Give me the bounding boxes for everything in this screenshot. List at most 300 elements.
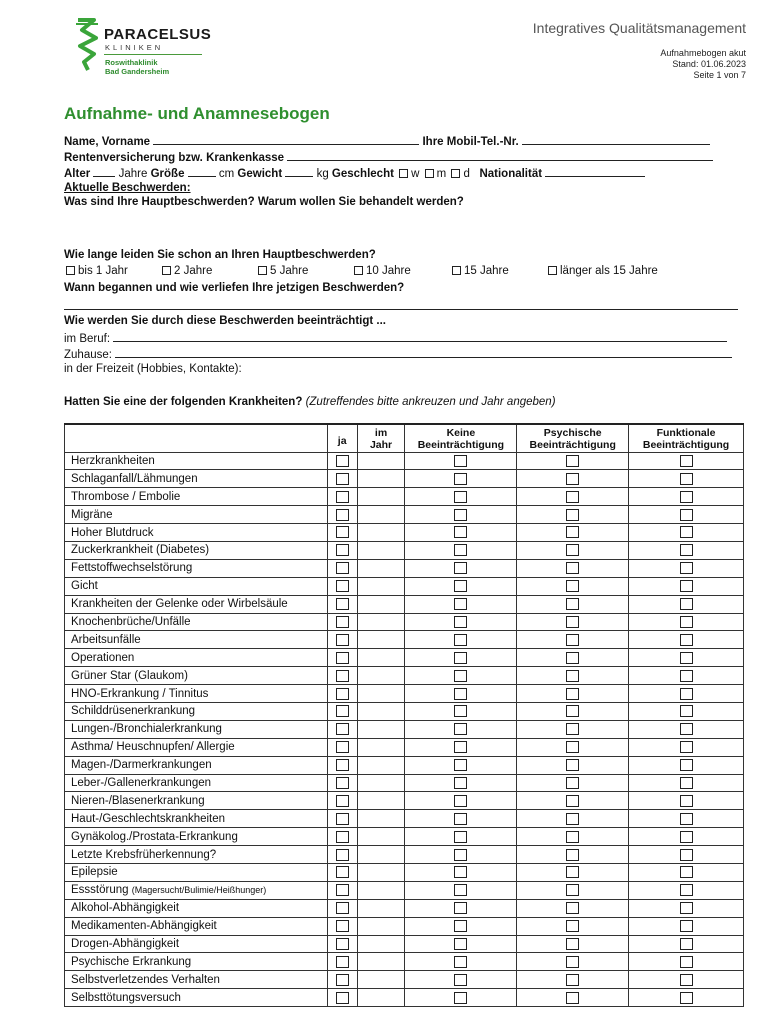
cell-none: [405, 756, 517, 774]
psy-checkbox[interactable]: [566, 705, 579, 717]
year-field[interactable]: [357, 667, 405, 685]
func-checkbox[interactable]: [680, 544, 693, 556]
yes-checkbox[interactable]: [336, 616, 349, 628]
logo-clinic: [105, 58, 169, 76]
func-checkbox[interactable]: [680, 455, 693, 467]
cell-psy: [517, 935, 629, 953]
psy-checkbox[interactable]: [566, 902, 579, 914]
yes-checkbox[interactable]: [336, 759, 349, 771]
cell-psy: [517, 846, 629, 864]
cell-yes: [327, 524, 357, 542]
yes-checkbox[interactable]: [336, 634, 349, 646]
illness-label: Fettstoffwechselstörung: [71, 562, 193, 575]
cell-func: [629, 488, 744, 506]
year-field[interactable]: [357, 899, 405, 917]
psy-checkbox[interactable]: [566, 598, 579, 610]
cell-none: [405, 828, 517, 846]
year-field[interactable]: [357, 649, 405, 667]
func-checkbox[interactable]: [680, 526, 693, 538]
none-checkbox[interactable]: [454, 616, 467, 628]
func-checkbox[interactable]: [680, 974, 693, 986]
cell-yes: [327, 863, 357, 881]
table-row: [65, 953, 744, 971]
func-checkbox[interactable]: [680, 670, 693, 682]
illness-label: Thrombose / Embolie: [71, 490, 181, 503]
col-year-label-2: Jahr: [369, 439, 393, 451]
table-row: [65, 559, 744, 577]
cell-func: [629, 756, 744, 774]
impair-job-row: [64, 331, 727, 345]
cell-none: [405, 631, 517, 649]
psy-checkbox[interactable]: [566, 723, 579, 735]
cell-none: [405, 506, 517, 524]
cell-none: [405, 524, 517, 542]
psy-checkbox[interactable]: [566, 777, 579, 789]
none-checkbox[interactable]: [454, 741, 467, 753]
yes-checkbox[interactable]: [336, 580, 349, 592]
none-checkbox[interactable]: [454, 974, 467, 986]
cell-func: [629, 774, 744, 792]
none-checkbox[interactable]: [454, 688, 467, 700]
func-checkbox[interactable]: [680, 938, 693, 950]
func-checkbox[interactable]: [680, 616, 693, 628]
psy-checkbox[interactable]: [566, 938, 579, 950]
none-checkbox[interactable]: [454, 705, 467, 717]
cell-func: [629, 541, 744, 559]
cell-psy: [517, 452, 629, 470]
cell-yes: [327, 738, 357, 756]
psy-checkbox[interactable]: [566, 562, 579, 574]
none-checkbox[interactable]: [454, 526, 467, 538]
psy-checkbox[interactable]: [566, 813, 579, 825]
illness-name: [65, 935, 328, 953]
none-checkbox[interactable]: [454, 634, 467, 646]
table-row: [65, 846, 744, 864]
illness-label: Gynäkolog./Prostata-Erkrankung: [71, 830, 238, 843]
yes-checkbox[interactable]: [336, 562, 349, 574]
yes-checkbox[interactable]: [336, 544, 349, 556]
name-row: [64, 134, 710, 148]
illness-label: Gicht: [71, 580, 98, 593]
year-field[interactable]: [357, 452, 405, 470]
func-checkbox[interactable]: [680, 920, 693, 932]
illness-table-header: [65, 424, 744, 452]
psy-checkbox[interactable]: [566, 884, 579, 896]
caduceus-icon: [72, 16, 102, 72]
year-field[interactable]: [357, 917, 405, 935]
none-checkbox[interactable]: [454, 795, 467, 807]
psy-checkbox[interactable]: [566, 616, 579, 628]
illness-label: Leber-/Gallenerkrankungen: [71, 776, 212, 789]
psy-checkbox[interactable]: [566, 491, 579, 503]
func-checkbox[interactable]: [680, 849, 693, 861]
psy-checkbox[interactable]: [566, 956, 579, 968]
table-row: [65, 541, 744, 559]
none-checkbox[interactable]: [454, 902, 467, 914]
year-field[interactable]: [357, 935, 405, 953]
none-checkbox[interactable]: [454, 455, 467, 467]
year-field[interactable]: [357, 756, 405, 774]
illness-name: [65, 738, 328, 756]
func-checkbox[interactable]: [680, 652, 693, 664]
duration-label: bis 1 Jahr: [78, 265, 128, 277]
yes-checkbox[interactable]: [336, 795, 349, 807]
none-checkbox[interactable]: [454, 777, 467, 789]
psy-checkbox[interactable]: [566, 849, 579, 861]
onset-answer-line[interactable]: [64, 296, 738, 310]
cell-none: [405, 667, 517, 685]
cell-psy: [517, 702, 629, 720]
psy-checkbox[interactable]: [566, 866, 579, 878]
cell-func: [629, 470, 744, 488]
cell-func: [629, 577, 744, 595]
psy-checkbox[interactable]: [566, 670, 579, 682]
none-checkbox[interactable]: [454, 866, 467, 878]
illness-name: [65, 470, 328, 488]
illness-table: [64, 423, 744, 1007]
table-row: [65, 828, 744, 846]
yes-checkbox[interactable]: [336, 813, 349, 825]
sex-d-checkbox[interactable]: [451, 169, 460, 178]
psy-checkbox[interactable]: [566, 759, 579, 771]
cell-yes: [327, 595, 357, 613]
func-checkbox[interactable]: [680, 795, 693, 807]
yes-checkbox[interactable]: [336, 705, 349, 717]
cell-yes: [327, 720, 357, 738]
cell-none: [405, 792, 517, 810]
none-checkbox[interactable]: [454, 956, 467, 968]
year-field[interactable]: [357, 595, 405, 613]
illness-name: [65, 899, 328, 917]
impair-free-label: in der Freizeit (Hobbies, Kontakte):: [64, 363, 242, 375]
table-row: [65, 488, 744, 506]
illness-hint: (Zutreffendes bitte ankreuzen und Jahr angeben): [305, 396, 556, 408]
cell-psy: [517, 863, 629, 881]
cell-psy: [517, 649, 629, 667]
logo-clinic-line2: Bad Gandersheim: [105, 67, 170, 76]
year-field[interactable]: [357, 774, 405, 792]
table-row: [65, 577, 744, 595]
psy-checkbox[interactable]: [566, 455, 579, 467]
year-field[interactable]: [357, 971, 405, 989]
cell-func: [629, 649, 744, 667]
yes-checkbox[interactable]: [336, 956, 349, 968]
yes-checkbox[interactable]: [336, 741, 349, 753]
weight-field[interactable]: [285, 166, 313, 177]
yes-checkbox[interactable]: [336, 491, 349, 503]
year-field[interactable]: [357, 631, 405, 649]
table-row: [65, 917, 744, 935]
func-checkbox[interactable]: [680, 509, 693, 521]
cell-none: [405, 863, 517, 881]
yes-checkbox[interactable]: [336, 831, 349, 843]
func-checkbox[interactable]: [680, 902, 693, 914]
psy-checkbox[interactable]: [566, 795, 579, 807]
table-row: [65, 881, 744, 899]
cell-yes: [327, 881, 357, 899]
yes-checkbox[interactable]: [336, 723, 349, 735]
none-checkbox[interactable]: [454, 544, 467, 556]
table-row: [65, 971, 744, 989]
illness-label: Operationen: [71, 651, 135, 664]
cell-yes: [327, 810, 357, 828]
func-checkbox[interactable]: [680, 634, 693, 646]
year-field[interactable]: [357, 702, 405, 720]
psy-checkbox[interactable]: [566, 920, 579, 932]
yes-checkbox[interactable]: [336, 473, 349, 485]
yes-checkbox[interactable]: [336, 526, 349, 538]
table-row: [65, 702, 744, 720]
none-checkbox[interactable]: [454, 920, 467, 932]
none-checkbox[interactable]: [454, 580, 467, 592]
col-no-impairment: [405, 424, 517, 452]
none-checkbox[interactable]: [454, 670, 467, 682]
cell-none: [405, 774, 517, 792]
cell-yes: [327, 989, 357, 1007]
func-checkbox[interactable]: [680, 688, 693, 700]
yes-checkbox[interactable]: [336, 598, 349, 610]
cell-none: [405, 971, 517, 989]
year-field[interactable]: [357, 792, 405, 810]
psy-checkbox[interactable]: [566, 992, 579, 1004]
year-field[interactable]: [357, 720, 405, 738]
func-checkbox[interactable]: [680, 759, 693, 771]
year-field[interactable]: [357, 488, 405, 506]
psy-checkbox[interactable]: [566, 544, 579, 556]
cell-yes: [327, 792, 357, 810]
yes-checkbox[interactable]: [336, 670, 349, 682]
cell-none: [405, 899, 517, 917]
year-field[interactable]: [357, 881, 405, 899]
yes-checkbox[interactable]: [336, 509, 349, 521]
duration-option-4[interactable]: [352, 265, 411, 277]
yes-checkbox[interactable]: [336, 920, 349, 932]
func-checkbox[interactable]: [680, 741, 693, 753]
duration-option-6[interactable]: [546, 265, 658, 277]
none-checkbox[interactable]: [454, 831, 467, 843]
table-row: [65, 649, 744, 667]
psy-checkbox[interactable]: [566, 974, 579, 986]
func-checkbox[interactable]: [680, 723, 693, 735]
none-checkbox[interactable]: [454, 491, 467, 503]
psy-checkbox[interactable]: [566, 580, 579, 592]
year-field[interactable]: [357, 524, 405, 542]
psy-checkbox[interactable]: [566, 509, 579, 521]
col-functional-impairment: [629, 424, 744, 452]
year-field[interactable]: [357, 559, 405, 577]
cell-func: [629, 452, 744, 470]
none-checkbox[interactable]: [454, 652, 467, 664]
cell-psy: [517, 595, 629, 613]
cell-yes: [327, 899, 357, 917]
psy-checkbox[interactable]: [566, 688, 579, 700]
none-checkbox[interactable]: [454, 849, 467, 861]
illness-label: Haut-/Geschlechtskrankheiten: [71, 812, 226, 825]
table-row: [65, 452, 744, 470]
impair-job-field[interactable]: [113, 331, 727, 342]
illness-name: [65, 488, 328, 506]
func-checkbox[interactable]: [680, 884, 693, 896]
cell-yes: [327, 953, 357, 971]
height-field[interactable]: [188, 166, 216, 177]
func-checkbox[interactable]: [680, 813, 693, 825]
year-field[interactable]: [357, 828, 405, 846]
table-row: [65, 685, 744, 703]
psy-checkbox[interactable]: [566, 741, 579, 753]
cell-func: [629, 595, 744, 613]
none-checkbox[interactable]: [454, 562, 467, 574]
yes-checkbox[interactable]: [336, 849, 349, 861]
func-checkbox[interactable]: [680, 562, 693, 574]
none-checkbox[interactable]: [454, 473, 467, 485]
cell-yes: [327, 577, 357, 595]
func-checkbox[interactable]: [680, 705, 693, 717]
cell-func: [629, 720, 744, 738]
func-checkbox[interactable]: [680, 777, 693, 789]
impair-home-field[interactable]: [115, 347, 732, 358]
year-field[interactable]: [357, 989, 405, 1007]
table-row: [65, 470, 744, 488]
duration-checkbox[interactable]: [258, 266, 267, 275]
name-field[interactable]: [153, 134, 419, 145]
illness-name: [65, 685, 328, 703]
duration-option-3[interactable]: [256, 265, 308, 277]
cell-psy: [517, 631, 629, 649]
duration-checkbox[interactable]: [162, 266, 171, 275]
duration-checkbox[interactable]: [66, 266, 75, 275]
sex-w-checkbox[interactable]: [399, 169, 408, 178]
sex-m-checkbox[interactable]: [425, 169, 434, 178]
none-checkbox[interactable]: [454, 884, 467, 896]
func-checkbox[interactable]: [680, 473, 693, 485]
psy-checkbox[interactable]: [566, 634, 579, 646]
illness-name: [65, 649, 328, 667]
cell-yes: [327, 488, 357, 506]
psy-checkbox[interactable]: [566, 831, 579, 843]
cell-psy: [517, 953, 629, 971]
duration-option-1[interactable]: [64, 265, 128, 277]
illness-label: Essstörung: [71, 884, 129, 897]
psy-checkbox[interactable]: [566, 473, 579, 485]
illness-label: Selbstverletzendes Verhalten: [71, 973, 220, 986]
header-stand: Stand: 01.06.2023: [672, 59, 746, 69]
none-checkbox[interactable]: [454, 813, 467, 825]
year-field[interactable]: [357, 953, 405, 971]
illness-question-row: [64, 396, 556, 408]
yes-checkbox[interactable]: [336, 455, 349, 467]
cell-yes: [327, 971, 357, 989]
header-page: Seite 1 von 7: [693, 70, 746, 80]
duration-checkbox[interactable]: [548, 266, 557, 275]
insurance-field[interactable]: [287, 150, 713, 161]
cell-func: [629, 899, 744, 917]
cell-func: [629, 935, 744, 953]
none-checkbox[interactable]: [454, 598, 467, 610]
duration-checkbox[interactable]: [452, 266, 461, 275]
cell-func: [629, 846, 744, 864]
table-row: [65, 774, 744, 792]
yes-checkbox[interactable]: [336, 866, 349, 878]
table-row: [65, 631, 744, 649]
illness-label: Arbeitsunfälle: [71, 633, 141, 646]
duration-label: 15 Jahre: [464, 265, 509, 277]
mobile-field[interactable]: [522, 134, 710, 145]
illness-name: [65, 953, 328, 971]
none-checkbox[interactable]: [454, 759, 467, 771]
cell-func: [629, 631, 744, 649]
year-field[interactable]: [357, 863, 405, 881]
func-checkbox[interactable]: [680, 992, 693, 1004]
yes-checkbox[interactable]: [336, 884, 349, 896]
func-checkbox[interactable]: [680, 598, 693, 610]
duration-option-2[interactable]: [160, 265, 212, 277]
cell-yes: [327, 452, 357, 470]
yes-checkbox[interactable]: [336, 938, 349, 950]
year-field[interactable]: [357, 577, 405, 595]
cell-func: [629, 953, 744, 971]
none-checkbox[interactable]: [454, 992, 467, 1004]
none-checkbox[interactable]: [454, 938, 467, 950]
cell-func: [629, 792, 744, 810]
none-checkbox[interactable]: [454, 509, 467, 521]
func-checkbox[interactable]: [680, 866, 693, 878]
cell-yes: [327, 685, 357, 703]
year-field[interactable]: [357, 470, 405, 488]
psy-checkbox[interactable]: [566, 652, 579, 664]
nationality-label: Nationalität: [479, 168, 543, 180]
yes-checkbox[interactable]: [336, 777, 349, 789]
nationality-field[interactable]: [545, 166, 645, 177]
year-field[interactable]: [357, 738, 405, 756]
illness-name: [65, 595, 328, 613]
duration-checkbox[interactable]: [354, 266, 363, 275]
table-row: [65, 613, 744, 631]
cell-yes: [327, 935, 357, 953]
yes-checkbox[interactable]: [336, 902, 349, 914]
header-title: Integratives Qualitätsmanagement: [532, 20, 746, 36]
col-none-label-1: Keine: [446, 427, 476, 439]
year-field[interactable]: [357, 810, 405, 828]
duration-option-5[interactable]: [450, 265, 509, 277]
kg-unit: kg: [316, 168, 329, 180]
yes-checkbox[interactable]: [336, 974, 349, 986]
func-checkbox[interactable]: [680, 491, 693, 503]
year-field[interactable]: [357, 846, 405, 864]
yes-checkbox[interactable]: [336, 688, 349, 700]
func-checkbox[interactable]: [680, 956, 693, 968]
mobile-label: Ihre Mobil-Tel.-Nr.: [422, 136, 519, 148]
table-row: [65, 506, 744, 524]
cell-func: [629, 828, 744, 846]
year-field[interactable]: [357, 506, 405, 524]
age-field[interactable]: [93, 166, 115, 177]
illness-label: Epilepsie: [71, 866, 118, 879]
yes-checkbox[interactable]: [336, 992, 349, 1004]
logo-sub: KLINIKEN: [105, 43, 164, 52]
yes-checkbox[interactable]: [336, 652, 349, 664]
func-checkbox[interactable]: [680, 580, 693, 592]
psy-checkbox[interactable]: [566, 526, 579, 538]
func-checkbox[interactable]: [680, 831, 693, 843]
illness-name: [65, 774, 328, 792]
year-field[interactable]: [357, 685, 405, 703]
cell-none: [405, 810, 517, 828]
year-field[interactable]: [357, 541, 405, 559]
duration-label: 2 Jahre: [174, 265, 213, 277]
illness-label: Selbsttötungsversuch: [71, 991, 181, 1004]
year-field[interactable]: [357, 613, 405, 631]
none-checkbox[interactable]: [454, 723, 467, 735]
